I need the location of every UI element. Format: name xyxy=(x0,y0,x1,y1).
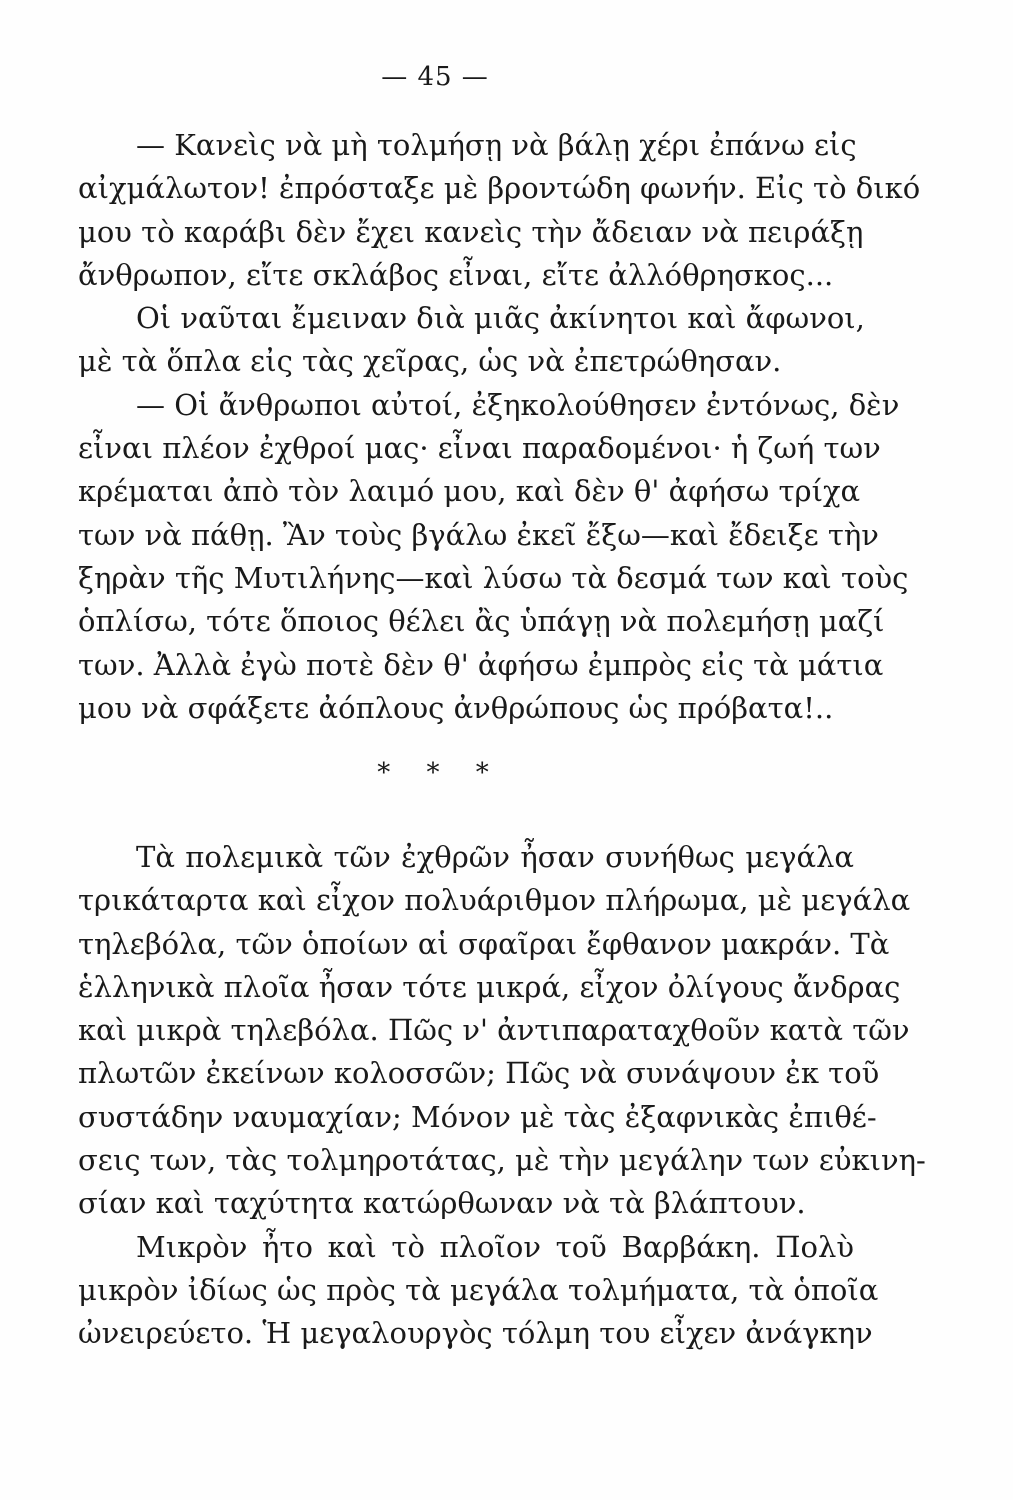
text-line: — Οἱ ἄνθρωποι αὐτοί, ἐξηκολούθησεν ἐντόνως, δὲν xyxy=(136,387,900,422)
section-separator: * * * xyxy=(377,758,503,788)
text-line: καὶ μικρὰ τηλεβόλα. Πῶς ν' ἀντιπαραταχθοῦν κατὰ τῶν xyxy=(78,1013,910,1048)
text-line: μου τὸ καράβι δὲν ἔχει κανεὶς τὴν ἄδειαν νὰ πειράξῃ xyxy=(78,214,864,249)
text-line: των. Ἀλλὰ ἐγὼ ποτὲ δὲν θ' ἀφήσω ἐμπρὸς εἰς τὰ μάτια xyxy=(78,647,884,682)
text-line: ὁπλίσω, τότε ὅποιος θέλει ἂς ὑπάγῃ νὰ πολεμήσῃ μαζί xyxy=(78,604,885,639)
text-section-2 xyxy=(78,836,926,1356)
text-line: εἶναι πλέον ἐχθροί μας· εἶναι παραδομένοι· ἡ ζωή των xyxy=(78,431,881,466)
text-line: πλωτῶν ἐκείνων κολοσσῶν; Πῶς νὰ συνάψουν ἐκ τοῦ xyxy=(78,1056,880,1091)
text-line: ἄνθρωπον, εἴτε σκλάβος εἶναι, εἴτε ἀλλόθρησκος... xyxy=(78,257,834,292)
text-line: Οἱ ναῦται ἔμειναν διὰ μιᾶς ἀκίνητοι καὶ ἄφωνοι, xyxy=(136,301,865,336)
text-line: ὠνειρεύετο. Ἡ μεγαλουργὸς τόλμη του εἶχεν ἀνάγκην xyxy=(78,1316,873,1351)
text-line: αἰχμάλωτον! ἐπρόσταξε μὲ βροντώδη φωνήν. Εἰς τὸ δικό xyxy=(78,171,921,206)
text-line: συστάδην ναυμαχίαν; Μόνον μὲ τὰς ἐξαφνικὰς ἐπιθέ- xyxy=(78,1099,877,1134)
text-line: ξηρὰν τῆς Μυτιλήνης—καὶ λύσω τὰ δεσμά των καὶ τοὺς xyxy=(78,560,909,595)
text-line: τηλεβόλα, τῶν ὁποίων αἱ σφαῖραι ἔφθανον μακράν. Τὰ xyxy=(78,926,890,961)
text-line: σεις των, τὰς τολμηροτάτας, μὲ τὴν μεγάλην των εὐκινη- xyxy=(78,1143,926,1178)
text-line: μικρὸν ἰδίως ὡς πρὸς τὰ μεγάλα τολμήματα, τὰ ὁποῖα xyxy=(78,1272,879,1307)
text-line: κρέμαται ἀπὸ τὸν λαιμό μου, καὶ δὲν θ' ἀφήσω τρίχα xyxy=(78,474,861,509)
text-line: μὲ τὰ ὅπλα εἰς τὰς χεῖρας, ὡς νὰ ἐπετρώθησαν. xyxy=(78,344,782,379)
page-number: — 45 — xyxy=(381,62,489,92)
text-line: — Κανεὶς νὰ μὴ τολμήσῃ νὰ βάλῃ χέρι ἐπάνω εἰς xyxy=(136,128,857,162)
text-section-1 xyxy=(78,124,921,730)
text-line: Τὰ πολεμικὰ τῶν ἐχθρῶν ἦσαν συνήθως μεγάλα xyxy=(136,840,854,874)
text-line: των νὰ πάθῃ. Ἂν τοὺς βγάλω ἐκεῖ ἔξω—καὶ ἔδειξε τὴν xyxy=(78,517,879,552)
text-line: ἑλληνικὰ πλοῖα ἦσαν τότε μικρά, εἶχον ὀλίγους ἄνδρας xyxy=(78,969,901,1004)
text-line: Μικρὸν ἦτο καὶ τὸ πλοῖον τοῦ Βαρβάκη. Πολὺ xyxy=(136,1229,854,1264)
text-line: τρικάταρτα καὶ εἶχον πολυάριθμον πλήρωμα, μὲ μεγάλα xyxy=(78,883,911,918)
text-line: σίαν καὶ ταχύτητα κατώρθωναν νὰ τὰ βλάπτουν. xyxy=(78,1186,806,1221)
text-line: μου νὰ σφάξετε ἀόπλους ἀνθρώπους ὡς πρόβατα!.. xyxy=(78,690,834,725)
